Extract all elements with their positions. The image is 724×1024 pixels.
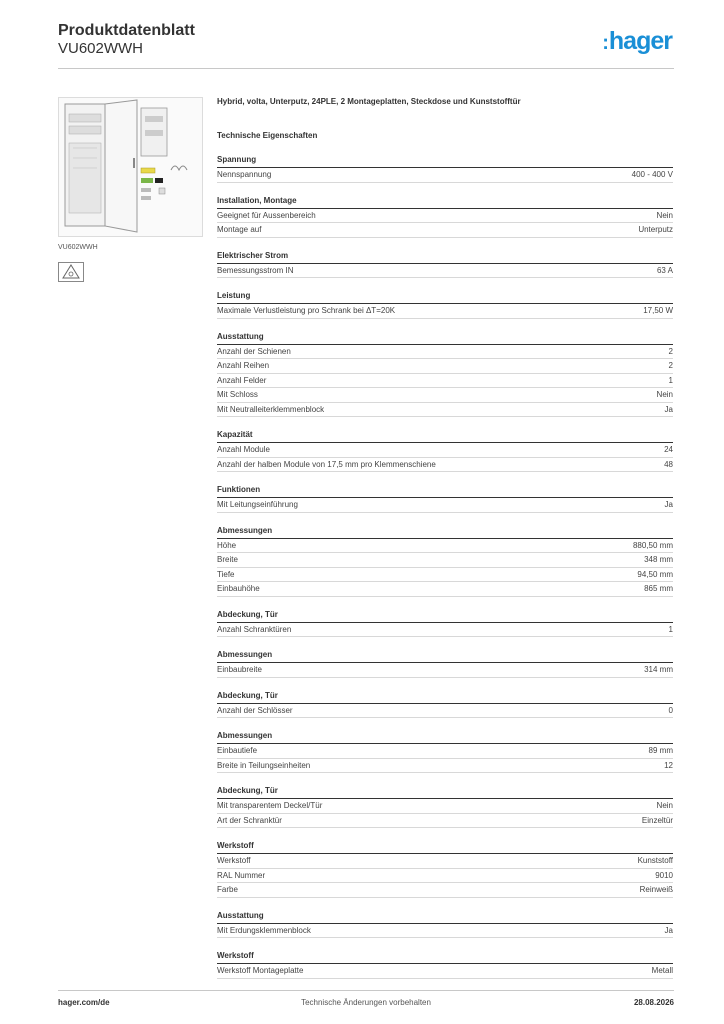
property-section [217, 332, 673, 418]
property-label: Farbe [217, 885, 238, 894]
property-value: 1 [668, 624, 673, 634]
section-title: Kapazität [217, 430, 673, 443]
property-row [217, 443, 673, 458]
property-label: Art der Schranktür [217, 815, 282, 825]
property-row [217, 209, 673, 224]
property-label: Anzahl Felder [217, 375, 267, 385]
hager-logo: :hager [602, 27, 672, 55]
property-sections [217, 155, 673, 979]
property-label: Einbauhöhe [217, 584, 260, 593]
property-section [217, 610, 673, 638]
property-label: Höhe [217, 540, 237, 550]
property-value: 348 mm [644, 555, 673, 564]
property-label: Bemessungsstrom IN [217, 265, 294, 275]
property-row [217, 854, 673, 869]
section-title: Abmessungen [217, 731, 673, 744]
property-section [217, 430, 673, 472]
property-row [217, 799, 673, 814]
section-title: Installation, Montage [217, 196, 673, 209]
property-section [217, 291, 673, 319]
property-label: Montage auf [217, 225, 262, 234]
property-section [217, 155, 673, 183]
property-value: 2 [668, 346, 673, 356]
property-label: Anzahl Reihen [217, 361, 270, 370]
property-row [217, 704, 673, 719]
property-value: Kunststoff [637, 856, 673, 865]
property-value: Nein [656, 210, 673, 220]
property-label: Nennspannung [217, 170, 272, 179]
property-label: Anzahl Module [217, 445, 270, 454]
property-section [217, 911, 673, 939]
property-value: Unterputz [638, 225, 673, 234]
property-label: Geeignet für Aussenbereich [217, 210, 316, 220]
property-row [217, 663, 673, 678]
property-label: Mit Erdungsklemmenblock [217, 925, 311, 935]
section-title: Abdeckung, Tür [217, 610, 673, 623]
section-title: Werkstoff [217, 841, 673, 854]
property-row [217, 403, 673, 418]
property-value: 63 A [656, 265, 673, 275]
footer-date: 28.08.2026 [633, 998, 674, 1007]
property-value: 89 mm [648, 746, 673, 755]
property-row [217, 458, 673, 473]
property-row [217, 924, 673, 939]
property-label: Einbaubreite [217, 665, 262, 674]
property-label: Anzahl der halben Module von 17,5 mm pro Klemmenschiene [217, 459, 436, 469]
property-value: Ja [664, 925, 673, 935]
property-label: RAL Nummer [217, 870, 266, 880]
property-row [217, 883, 673, 898]
property-row [217, 744, 673, 759]
property-value: 9010 [655, 870, 673, 880]
property-value: 2 [668, 361, 673, 370]
section-title: Abdeckung, Tür [217, 786, 673, 799]
property-value: Ja [664, 500, 673, 509]
property-row [217, 345, 673, 360]
property-value: Reinweiß [639, 885, 673, 894]
property-value: 865 mm [644, 584, 673, 593]
property-label: Maximale Verlustleistung pro Schrank bei ΔT=20K [217, 306, 396, 315]
section-title: Ausstattung [217, 911, 673, 924]
property-section [217, 841, 673, 898]
property-row [217, 359, 673, 374]
property-row [217, 168, 673, 183]
property-label: Werkstoff [217, 856, 251, 865]
property-section [217, 485, 673, 513]
property-section [217, 951, 673, 979]
section-title: Abmessungen [217, 526, 673, 539]
property-section [217, 691, 673, 719]
property-value: 880,50 mm [632, 540, 673, 550]
property-label: Werkstoff Montageplatte [217, 966, 304, 975]
property-section [217, 196, 673, 238]
property-row [217, 264, 673, 279]
property-label: Anzahl Schranktüren [217, 624, 292, 634]
section-title: Abmessungen [217, 650, 673, 663]
property-row [217, 623, 673, 638]
logo-text: hager [608, 27, 672, 55]
property-value: 1 [668, 375, 673, 385]
technical-data [217, 97, 673, 979]
property-value: Einzeltür [641, 815, 673, 825]
property-row [217, 388, 673, 403]
section-title: Abdeckung, Tür [217, 691, 673, 704]
property-value: 17,50 W [643, 306, 673, 315]
property-label: Breite in Teilungseinheiten [217, 760, 311, 770]
product-code: VU602WWH [58, 40, 144, 57]
property-row [217, 374, 673, 389]
property-row [217, 759, 673, 774]
footer-divider [58, 990, 674, 991]
product-description: Hybrid, volta, Unterputz, 24PLE, 2 Montageplatten, Steckdose und Kunststofftür [217, 97, 521, 106]
technical-properties-heading: Technische Eigenschaften [217, 131, 318, 140]
property-value: Ja [664, 404, 673, 414]
property-row [217, 553, 673, 568]
property-section [217, 526, 673, 597]
section-title: Ausstattung [217, 332, 673, 345]
property-value: 24 [664, 445, 673, 454]
distribution-board-illustration [59, 98, 202, 236]
property-row [217, 223, 673, 238]
property-row [217, 568, 673, 583]
footer-website: hager.com/de [58, 998, 110, 1007]
property-label: Anzahl der Schienen [217, 346, 291, 356]
property-value: Metall [651, 966, 673, 975]
property-row [217, 869, 673, 884]
property-label: Breite [217, 555, 238, 564]
property-label: Mit Leitungseinführung [217, 500, 298, 509]
property-row [217, 539, 673, 554]
property-value: 314 mm [644, 665, 673, 674]
section-title: Leistung [217, 291, 673, 304]
page-title: Produktdatenblatt [58, 22, 195, 39]
property-label: Einbautiefe [217, 746, 258, 755]
property-value: Nein [656, 801, 673, 810]
header-divider [58, 68, 674, 69]
product-image [58, 97, 203, 237]
property-label: Tiefe [217, 569, 235, 579]
page-header [58, 22, 674, 70]
property-value: 0 [668, 705, 673, 715]
section-title: Elektrischer Strom [217, 251, 673, 264]
property-value: 94,50 mm [637, 569, 673, 579]
property-row [217, 814, 673, 829]
property-value: 12 [664, 760, 673, 770]
property-label: Anzahl der Schlösser [217, 705, 293, 715]
section-title: Werkstoff [217, 951, 673, 964]
property-row [217, 498, 673, 513]
section-title: Funktionen [217, 485, 673, 498]
property-value: Nein [656, 390, 673, 399]
property-value: 400 - 400 V [631, 170, 673, 179]
footer-notice: Technische Änderungen vorbehalten [301, 998, 431, 1007]
property-section [217, 786, 673, 828]
property-section [217, 731, 673, 773]
property-section [217, 650, 673, 678]
recycling-certification-icon [58, 262, 84, 282]
property-row [217, 582, 673, 597]
property-row [217, 304, 673, 319]
property-row [217, 964, 673, 979]
property-label: Mit Neutralleiterklemmenblock [217, 404, 325, 414]
property-section [217, 251, 673, 279]
property-label: Mit Schloss [217, 390, 258, 399]
image-caption: VU602WWH [58, 244, 98, 251]
property-value: 48 [664, 459, 673, 469]
section-title: Spannung [217, 155, 673, 168]
property-label: Mit transparentem Deckel/Tür [217, 801, 323, 810]
